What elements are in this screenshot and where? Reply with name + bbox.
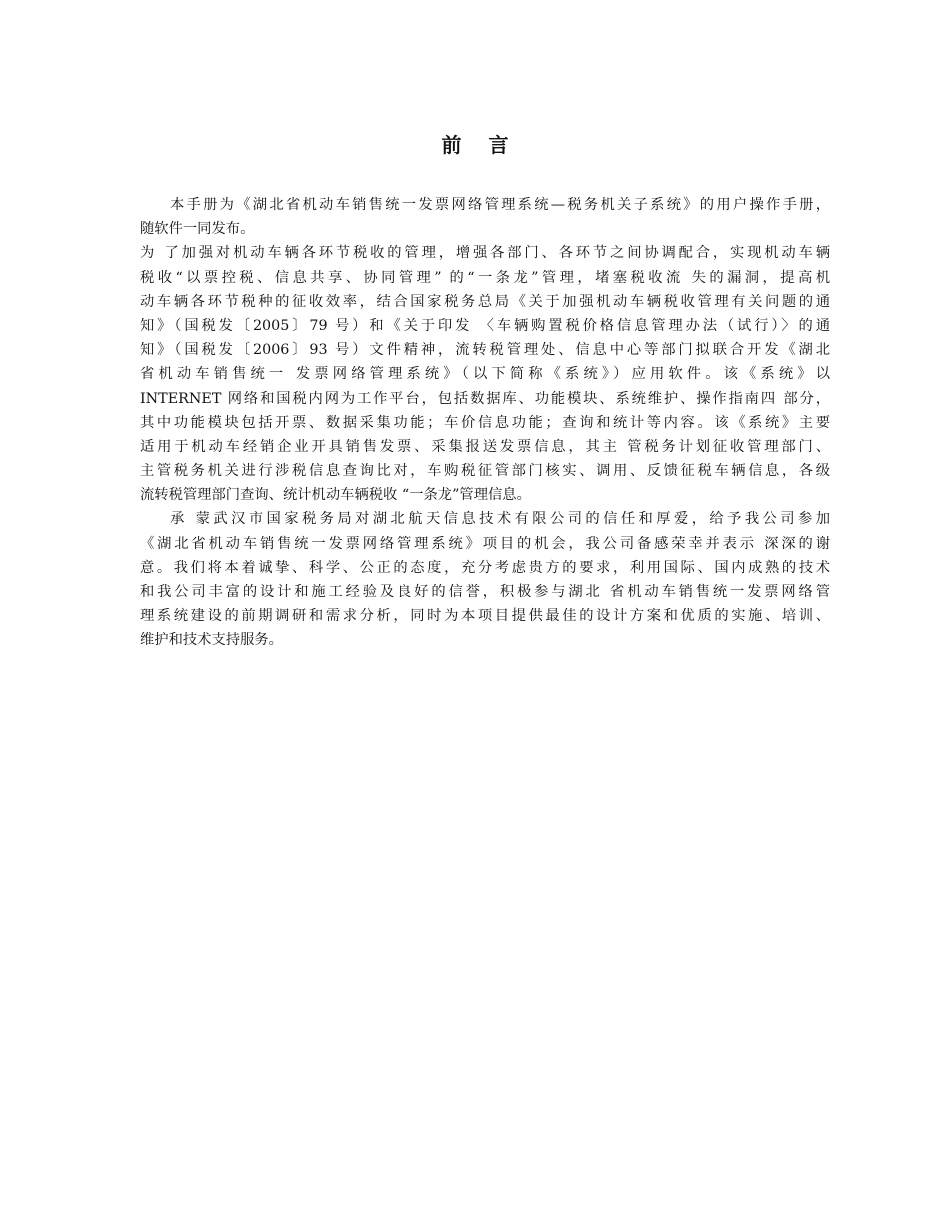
- text-line: 适用于机动车经销企业开具销售发票、采集报送发票信息，其主 管税务计划征收管理部门、: [140, 438, 830, 455]
- text-line: 理系统建设的前期调研和需求分析，同时为本项目提供最佳的设计方案和优质的实施、培训、: [140, 608, 830, 625]
- text-line: INTERNET 网络和国税内网为工作平台，包括数据库、功能模块、系统维护、操作指南四 部分，: [140, 390, 830, 407]
- paragraph-background: [140, 241, 830, 507]
- text-line: 动车辆各环节税种的征收效率，结合国家税务总局《关于加强机动车辆税收管理有关问题的通: [140, 293, 830, 310]
- text-line: 《湖北省机动车销售统一发票网络管理系统》项目的机会，我公司备感荣幸并表示 深深的谢: [140, 535, 830, 552]
- text-line: 流转税管理部门查询、统计机动车辆税收 “一条龙”管理信息。: [140, 487, 531, 504]
- text-line: 为 了加强对机动车辆各环节税收的管理，增强各部门、各环节之间协调配合，实现机动车辆: [140, 245, 830, 262]
- document-body: [140, 193, 830, 653]
- text-line: 知》（国税发〔2006〕93 号）文件精神，流转税管理处、信息中心等部门拟联合开发《湖北: [140, 342, 830, 359]
- text-line: 承 蒙武汉市国家税务局对湖北航天信息技术有限公司的信任和厚爱，给予我公司参加: [170, 511, 830, 528]
- text-line: 随软件一同发布。: [140, 221, 255, 238]
- paragraph-thanks: [140, 507, 830, 652]
- text-line: 税收“以票控税、信息共享、协同管理” 的“一条龙”管理，堵塞税收流 失的漏洞，提高机: [140, 269, 830, 286]
- page-title: 前 言: [441, 133, 519, 157]
- text-line: 和我公司丰富的设计和施工经验及良好的信誉，积极参与湖北 省机动车销售统一发票网络管: [140, 584, 830, 600]
- text-line: 知》（国税发〔2005〕79 号）和《关于印发 〈车辆购置税价格信息管理办法（试行）〉的通: [140, 317, 830, 334]
- text-line: 其中功能模块包括开票、数据采集功能；车价信息功能；查询和统计等内容。该《系统》主要: [140, 414, 830, 431]
- text-line: 本手册为《湖北省机动车销售统一发票网络管理系统—税务机关子系统》的用户操作手册，: [170, 197, 830, 213]
- text-line: 意。我们将本着诚挚、科学、公正的态度，充分考虑贵方的要求，利用国际、国内成熟的技术: [140, 559, 830, 576]
- paragraph-intro: [140, 193, 830, 241]
- text-line: 维护和技术支持服务。: [140, 632, 283, 649]
- text-line: 省机动车销售统一 发票网络管理系统》（以下简称《系统》）应用软件。该《系统》以: [140, 366, 830, 383]
- text-line: 主管税务机关进行涉税信息查询比对，车购税征管部门核实、调用、反馈征税车辆信息，各级: [140, 463, 830, 480]
